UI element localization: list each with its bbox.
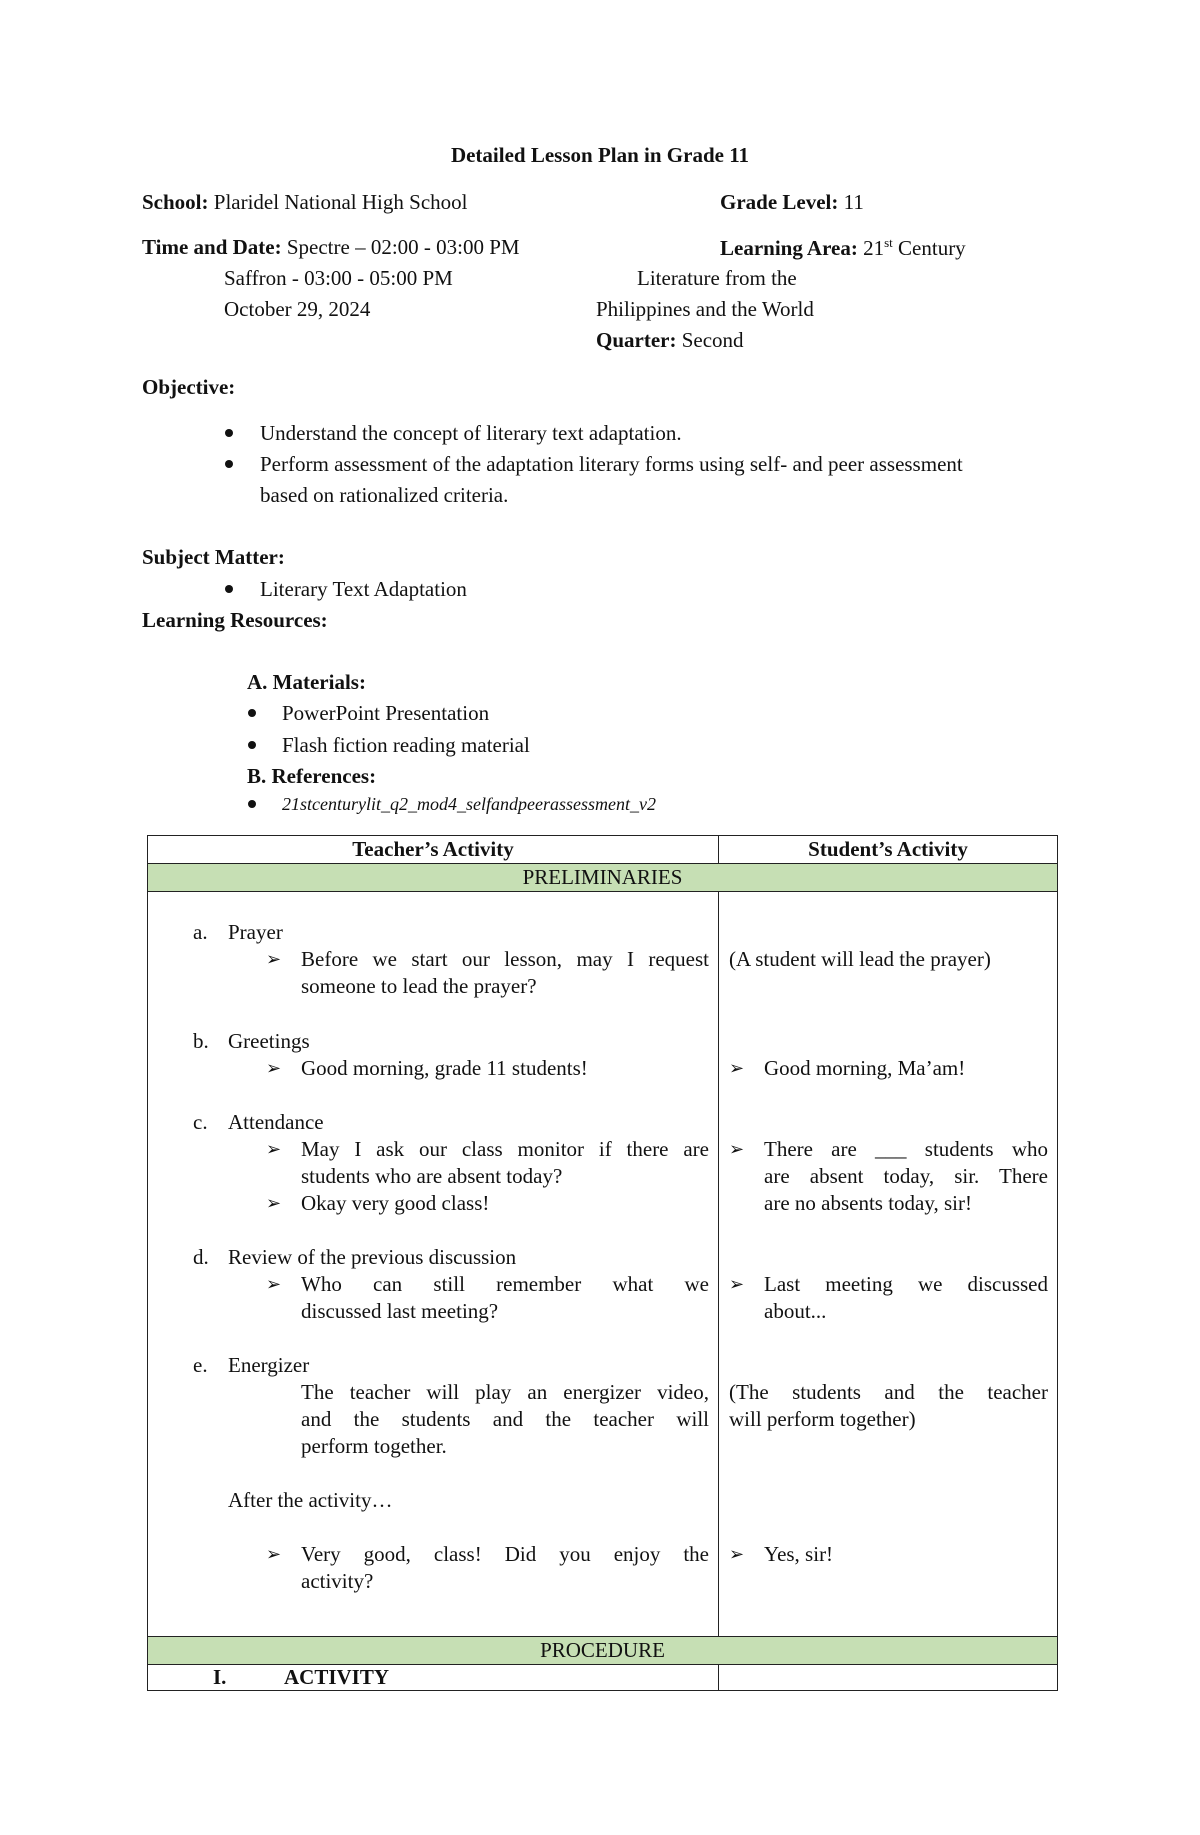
activity-number: I. (213, 1665, 227, 1689)
bullet-icon (248, 741, 256, 749)
subject-matter-heading: Subject Matter: (142, 545, 285, 569)
activity-heading: ACTIVITY (284, 1665, 390, 1689)
prayer-letter: a. (193, 920, 208, 944)
procedure-label: PROCEDURE (148, 1637, 1058, 1665)
attendance-letter: c. (193, 1110, 208, 1134)
energizer-teacher-text: The teacher will play an energizer video, and the students and the teacher will perform together. (301, 1380, 709, 1458)
materials-heading: A. Materials: (247, 670, 366, 694)
references-heading: B. References: (247, 764, 377, 788)
school-row (142, 190, 467, 215)
review-label: Review of the previous discussion (228, 1245, 517, 1269)
material-item-1: PowerPoint Presentation (282, 701, 490, 725)
arrow-bullet-icon: ➢ (729, 1544, 745, 1564)
review-letter: d. (193, 1245, 209, 1269)
quarter-value: Second (681, 328, 744, 352)
preliminaries-label: PRELIMINARIES (148, 864, 1058, 892)
teacher-activity-header: Teacher’s Activity (148, 836, 719, 864)
activity-row (148, 1665, 1058, 1691)
reference-item-1: 21stcenturylit_q2_mod4_selfandpeerassessment_v2 (282, 794, 656, 814)
prayer-label: Prayer (228, 920, 283, 944)
greetings-letter: b. (193, 1029, 209, 1053)
greetings-student-text: Good morning, Ma’am! (764, 1056, 966, 1080)
arrow-bullet-icon: ➢ (729, 1274, 745, 1294)
activity-heading-cell (148, 1665, 719, 1691)
time-line-1: Spectre – 02:00 - 03:00 PM (286, 235, 520, 259)
after-activity-text: After the activity… (228, 1488, 393, 1512)
arrow-bullet-icon: ➢ (729, 1139, 745, 1159)
prayer-student-text: (A student will lead the prayer) (729, 947, 991, 971)
school-label: School: (142, 190, 209, 214)
table-header-row (148, 836, 1058, 864)
bullet-icon (225, 585, 233, 593)
attendance-teacher-text-1: May I ask our class monitor if there are students who are absent today? (301, 1137, 709, 1188)
energizer-letter: e. (193, 1353, 208, 1377)
objective-heading: Objective: (142, 375, 236, 399)
energizer-student-text: (The students and the teacher will perform together) (729, 1380, 1048, 1431)
energizer-label: Energizer (228, 1353, 310, 1377)
arrow-bullet-icon: ➢ (266, 1544, 282, 1564)
review-student-text: Last meeting we discussed about... (764, 1272, 1048, 1323)
arrow-bullet-icon: ➢ (729, 1058, 745, 1078)
activity-student-cell (719, 1665, 1058, 1691)
bullet-icon (248, 709, 256, 717)
time-line-2: Saffron - 03:00 - 05:00 PM (224, 266, 453, 290)
learning-area-row (720, 235, 966, 261)
learning-area-line-3: Philippines and the World (596, 297, 814, 321)
time-date-label: Time and Date: (142, 235, 282, 259)
learning-resources-heading: Learning Resources: (142, 608, 328, 632)
time-date-row (142, 235, 520, 260)
greetings-label: Greetings (228, 1029, 310, 1053)
objective-item-2-cont: based on rationalized criteria. (260, 483, 509, 507)
bullet-icon (225, 429, 233, 437)
attendance-teacher-text-2: Okay very good class! (301, 1191, 490, 1215)
arrow-bullet-icon: ➢ (266, 1139, 282, 1159)
student-activity-cell (719, 892, 1058, 1637)
student-activity-header: Student’s Activity (719, 836, 1058, 864)
bullet-icon (248, 800, 256, 808)
objective-item-2: Perform assessment of the adaptation literary forms using self- and peer assessment (260, 452, 963, 476)
quarter-label: Quarter: (596, 328, 677, 352)
time-line-3: October 29, 2024 (224, 297, 371, 321)
objective-item-1: Understand the concept of literary text adaptation. (260, 421, 682, 445)
school-value: Plaridel National High School (213, 190, 468, 214)
greetings-teacher-text: Good morning, grade 11 students! (301, 1056, 588, 1080)
attendance-label: Attendance (228, 1110, 324, 1134)
learning-area-value: 21st Century (863, 235, 966, 260)
arrow-bullet-icon: ➢ (266, 1193, 282, 1213)
learning-area-label: Learning Area: (720, 236, 858, 260)
material-item-2: Flash fiction reading material (282, 733, 530, 757)
arrow-bullet-icon: ➢ (266, 949, 282, 969)
bullet-icon (225, 460, 233, 468)
arrow-bullet-icon: ➢ (266, 1058, 282, 1078)
energizer-student-text-2: Yes, sir! (764, 1542, 834, 1566)
activities-table (147, 835, 1058, 1691)
quarter-row (596, 328, 744, 353)
preliminaries-row (148, 864, 1058, 892)
energizer-teacher-text-2: Very good, class! Did you enjoy the activity? (301, 1542, 709, 1593)
subject-matter-item: Literary Text Adaptation (260, 577, 467, 601)
prayer-teacher-text: Before we start our lesson, may I request someone to lead the prayer? (301, 947, 709, 998)
grade-level-label: Grade Level: (720, 190, 839, 214)
review-teacher-text: Who can still remember what we discussed last meeting? (301, 1272, 709, 1323)
page-title: Detailed Lesson Plan in Grade 11 (450, 143, 750, 167)
teacher-activity-cell (148, 892, 719, 1637)
learning-area-line-2: Literature from the (637, 266, 797, 290)
attendance-student-text: There are ___ students who are absent today, sir. There are no absents today, sir! (764, 1137, 1048, 1215)
procedure-row (148, 1637, 1058, 1665)
arrow-bullet-icon: ➢ (266, 1274, 282, 1294)
grade-level-row (720, 190, 864, 215)
preliminaries-body-row (148, 892, 1058, 1637)
grade-level-value: 11 (843, 190, 864, 214)
